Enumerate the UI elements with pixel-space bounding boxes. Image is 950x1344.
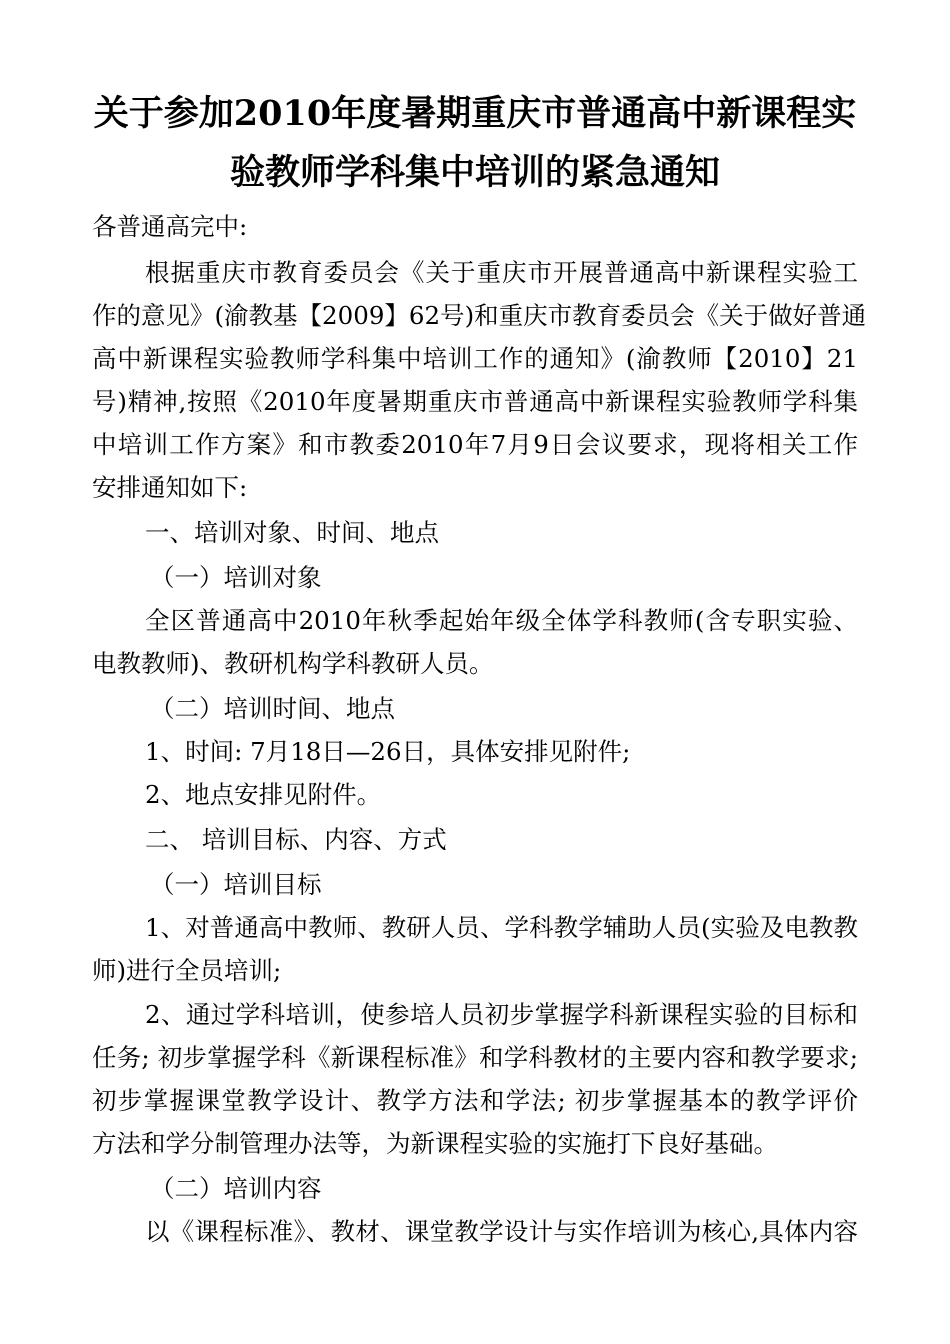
paragraph-line: 号)精神,按照《2010年度暑期重庆市普通高中新课程实验教师学科集 bbox=[92, 387, 858, 416]
paragraph-line: 作的意见》(渝教基【2009】62号)和重庆市教育委员会《关于做好普通 bbox=[92, 301, 867, 330]
paragraph-line: 高中新课程实验教师学科集中培训工作的通知》(渝教师【2010】21 bbox=[92, 344, 858, 373]
paragraph-line: 安排通知如下: bbox=[92, 473, 248, 502]
list-item: 2、地点安排见附件。 bbox=[145, 780, 382, 809]
document-title-line-2: 验教师学科集中培训的紧急通知 bbox=[229, 152, 720, 193]
list-item: 1、时间: 7月18日—26日，具体安排见附件; bbox=[145, 737, 631, 766]
paragraph-line: 中培训工作方案》和市教委2010年7月9日会议要求，现将相关工作 bbox=[92, 430, 858, 459]
document-title-line-1: 关于参加2010年度暑期重庆市普通高中新课程实 bbox=[93, 93, 857, 134]
paragraph-line: 初步掌握课堂教学设计、教学方法和学法; 初步掌握基本的教学评价 bbox=[92, 1086, 858, 1115]
list-item: 1、对普通高中教师、教研人员、学科教学辅助人员(实验及电教教 bbox=[145, 913, 858, 942]
paragraph-line: 电教教师)、教研机构学科教研人员。 bbox=[92, 649, 494, 678]
list-item: 2、通过学科培训，使参培人员初步掌握学科新课程实验的目标和 bbox=[145, 1000, 858, 1029]
subsection-heading: （一）培训对象 bbox=[150, 563, 322, 592]
paragraph-line: 方法和学分制管理办法等，为新课程实验的实施打下良好基础。 bbox=[92, 1129, 778, 1158]
paragraph-line: 以《课程标准》、教材、课堂教学设计与实作培训为核心,具体内容 bbox=[145, 1217, 858, 1246]
subsection-heading: （一）培训目标 bbox=[150, 870, 322, 899]
paragraph-line: 师)进行全员培训; bbox=[92, 956, 282, 985]
salutation: 各普通高完中: bbox=[92, 212, 248, 241]
paragraph-line: 根据重庆市教育委员会《关于重庆市开展普通高中新课程实验工 bbox=[145, 258, 858, 287]
paragraph-line: 全区普通高中2010年秋季起始年级全体学科教师(含专职实验、 bbox=[145, 606, 858, 635]
section-heading: 一、培训对象、时间、地点 bbox=[145, 518, 439, 547]
paragraph-line: 任务; 初步掌握学科《新课程标准》和学科教材的主要内容和教学要求; bbox=[92, 1043, 858, 1072]
subsection-heading: （二）培训时间、地点 bbox=[150, 694, 395, 723]
subsection-heading: （二）培训内容 bbox=[150, 1174, 322, 1203]
section-heading: 二、 培训目标、内容、方式 bbox=[145, 825, 447, 854]
